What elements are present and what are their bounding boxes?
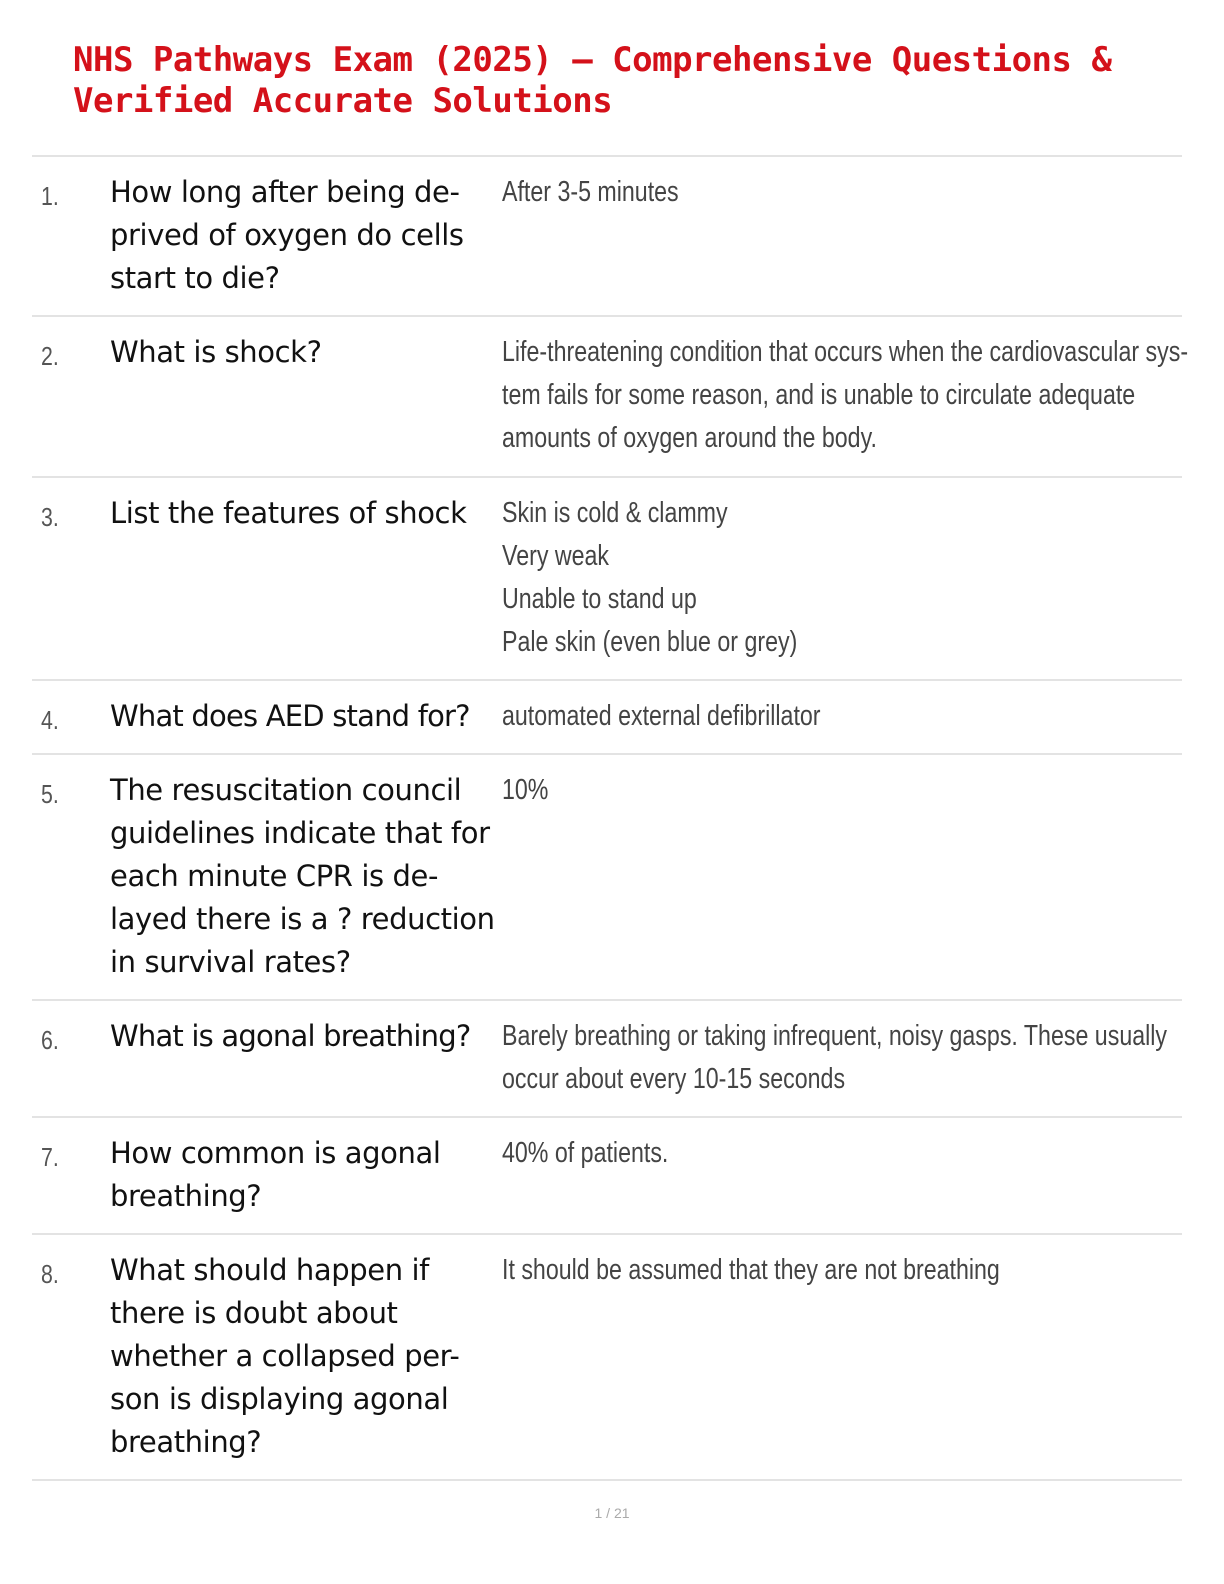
question-text: What should happen if there is doubt about whether a collapsed per-son is displaying agonal breathing? [110,1253,460,1459]
table-row [32,478,1182,681]
answer-text [502,1249,1172,1292]
answer-line: Life-threatening condition that occurs when the cardiovascular sys- [502,336,1189,368]
question-number: 2. [41,341,59,371]
answer-line: Skin is cold & clammy [502,497,728,529]
answer-line: Unable to stand up [502,583,697,615]
question-number: 8. [41,1259,59,1289]
question-number: 5. [41,779,59,809]
table-row [32,1118,1182,1235]
question-text: What is agonal breathing? [110,1019,471,1053]
question-number: 4. [41,705,59,735]
question-text: What is shock? [110,335,322,369]
answer-line: automated external defibrillator [502,700,821,732]
table-row [32,317,1189,478]
answer-line: tem fails for some reason, and is unable to circulate adequate [502,379,1136,411]
answer-line: Pale skin (even blue or grey) [502,626,798,658]
answer-line: 10% [502,774,549,806]
table-row [32,755,1182,1001]
answer-text [502,492,1172,664]
answer-line: 40% of patients. [502,1137,669,1169]
question-number: 7. [41,1142,59,1172]
answer-text [502,1132,1172,1175]
question-text: How long after being de-prived of oxygen do cells start to die? [110,175,464,295]
table-row [32,157,1182,317]
question-text: The resuscitation council guidelines indicate that for each minute CPR is de-layed there is a ? reduction in survival rates? [110,773,495,979]
question-number: 6. [41,1025,59,1055]
answer-line: amounts of oxygen around the body. [502,422,877,454]
answer-line: Very weak [502,540,610,572]
table-row [32,1001,1182,1118]
answer-text [502,171,1172,214]
answer-text [502,695,1172,738]
question-number: 1. [41,181,59,211]
page-indicator: 1 / 21 [594,1505,630,1521]
document-title: NHS Pathways Exam (2025) – Comprehensive Questions & Verified Accurate Solutions [73,40,1112,121]
qa-table [32,155,1189,1481]
answer-line: It should be assumed that they are not breathing [502,1254,1000,1286]
question-text: List the features of shock [110,496,467,530]
answer-line: Barely breathing or taking infrequent, noisy gasps. These usually [502,1020,1168,1052]
table-row [32,1235,1182,1481]
question-number: 3. [41,502,59,532]
answer-text [502,331,1189,460]
answer-text [502,1015,1172,1101]
answer-text [502,769,1172,812]
table-row [32,681,1182,755]
answer-line: After 3-5 minutes [502,176,679,208]
question-text: What does AED stand for? [110,699,470,733]
question-text: How common is agonal breathing? [110,1136,441,1213]
answer-line: occur about every 10-15 seconds [502,1063,846,1095]
